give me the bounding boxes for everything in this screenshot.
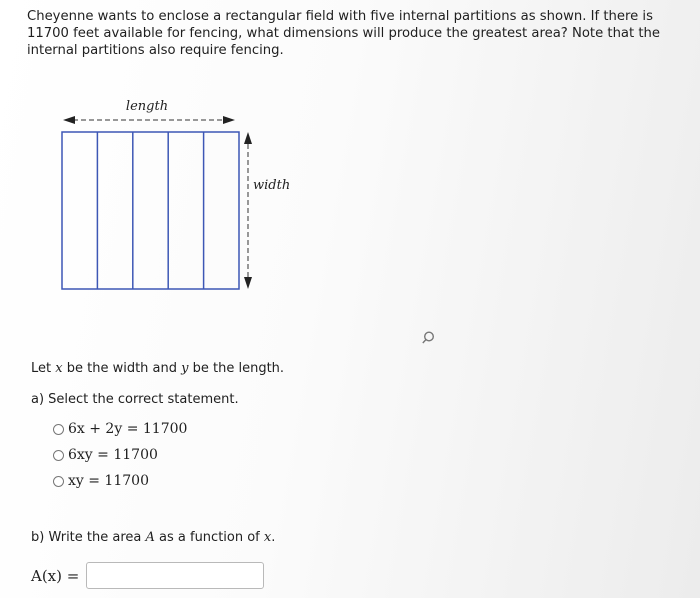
option-3[interactable]: [53, 468, 187, 494]
var-x: x: [55, 361, 63, 376]
part-a-options: [53, 416, 187, 494]
problem-statement: Cheyenne wants to enclose a rectangular field with five internal partitions as shown. If there is 11700 feet available for fencing, what dimensions will produce the greatest area? Note that the internal partitions also require fencing.: [27, 9, 661, 58]
radio-button[interactable]: [53, 476, 64, 487]
width-label: width: [253, 178, 291, 193]
part-b-text-1: b) Write the area: [31, 530, 146, 545]
var-A: A: [145, 530, 155, 545]
option-label: xy = 11700: [68, 473, 149, 489]
part-b-text-2: as a function of: [154, 530, 264, 545]
part-b-text-3: .: [271, 530, 276, 545]
length-arrow-left: [63, 116, 75, 124]
option-2[interactable]: [53, 442, 187, 468]
intro-text-3: be the length.: [188, 361, 285, 376]
option-1[interactable]: [53, 416, 187, 442]
part-b-prompt: [31, 530, 275, 545]
area-answer-input[interactable]: [86, 562, 264, 589]
variable-definition: [31, 361, 284, 376]
option-label: 6x + 2y = 11700: [68, 421, 188, 437]
length-label: length: [125, 99, 169, 114]
var-y: y: [181, 361, 189, 376]
length-arrow-right: [223, 116, 235, 124]
field-diagram: [55, 92, 305, 302]
var-x: x: [263, 530, 272, 545]
field-rectangle: [62, 132, 239, 289]
radio-button[interactable]: [53, 450, 64, 461]
part-a-prompt: a) Select the correct statement.: [31, 392, 239, 407]
option-label: 6xy = 11700: [68, 447, 158, 463]
answer-label: A(x) =: [31, 567, 80, 585]
radio-button[interactable]: [53, 424, 64, 435]
intro-text-2: be the width and: [62, 361, 182, 376]
search-icon[interactable]: [421, 330, 437, 346]
width-arrow-up: [244, 132, 252, 144]
width-arrow-down: [244, 277, 252, 289]
intro-text-1: Let: [31, 361, 56, 376]
